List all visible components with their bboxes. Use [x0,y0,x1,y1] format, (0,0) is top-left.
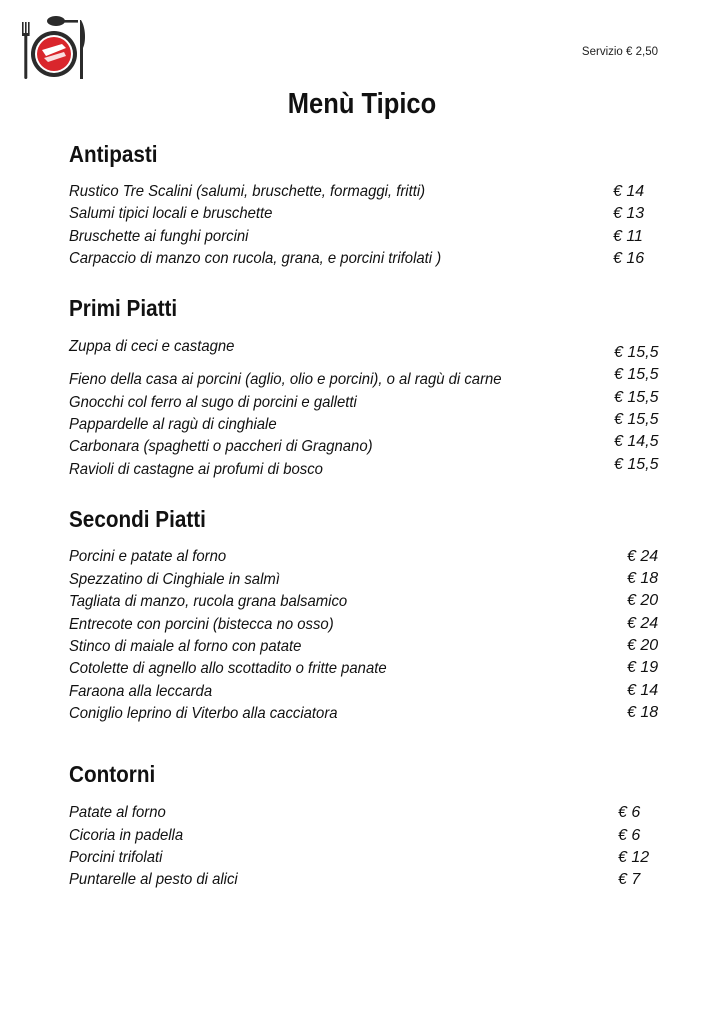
menu-item-name: Tagliata di manzo, rucola grana balsamico [69,593,348,610]
service-charge-note: Servizio € 2,50 [581,46,658,58]
menu-item-name: Cotolette di agnello allo scottadito o fritte panate [69,660,387,677]
menu-item-price: € 18 [627,704,659,721]
menu-item-price: € 7 [618,871,641,888]
menu-item-name: Porcini trifolati [69,849,163,866]
plate-fork-knife-logo-icon [18,14,90,86]
menu-item-price: € 14,5 [614,433,659,450]
menu-item-name: Salumi tipici locali e bruschette [69,205,273,222]
menu-item-price: € 20 [627,592,659,609]
menu-item-name: Carpaccio di manzo con rucola, grana, e porcini trifolati ) [69,250,442,267]
menu-item-name: Carbonara (spaghetti o paccheri di Gragnano) [69,438,373,455]
section-title-secondi-piatti: Secondi Piatti [69,506,206,532]
menu-item-name: Coniglio leprino di Viterbo alla cacciatora [69,705,338,722]
menu-item-price: € 15,5 [614,344,659,361]
menu-item-name: Zuppa di ceci e castagne [69,338,235,355]
menu-item-price: € 20 [627,637,659,654]
menu-item-price: € 14 [627,682,659,699]
menu-item-name: Cicoria in padella [69,827,184,844]
menu-item-name: Gnocchi col ferro al sugo di porcini e galletti [69,394,357,411]
menu-item-price: € 15,5 [614,366,659,383]
menu-item-price: € 6 [618,827,641,844]
menu-item-name: Ravioli di castagne ai profumi di bosco [69,461,323,478]
menu-item-name: Patate al forno [69,804,166,821]
menu-item-name: Bruschette ai funghi porcini [69,228,249,245]
menu-item-name: Stinco di maiale al forno con patate [69,638,302,655]
menu-item-price: € 15,5 [614,389,659,406]
menu-item-name: Faraona alla leccarda [69,683,213,700]
menu-item-name: Fieno della casa ai porcini (aglio, olio e porcini), o al ragù di carne [69,371,502,388]
menu-item-price: € 18 [627,570,659,587]
menu-item-price: € 13 [613,205,645,222]
menu-item-name: Entrecote con porcini (bistecca no osso) [69,616,334,633]
menu-item-name: Porcini e patate al forno [69,548,227,565]
page-title: Menù Tipico [287,88,437,120]
section-title-antipasti: Antipasti [69,141,158,167]
menu-item-price: € 11 [613,228,643,245]
section-title-contorni: Contorni [69,761,156,787]
menu-item-price: € 15,5 [614,456,659,473]
menu-item-price: € 14 [613,183,645,200]
menu-item-name: Rustico Tre Scalini (salumi, bruschette, formaggi, fritti) [69,183,426,200]
menu-item-price: € 15,5 [614,411,659,428]
section-title-primi-piatti: Primi Piatti [69,295,178,321]
menu-item-price: € 19 [627,659,659,676]
menu-item-price: € 24 [627,548,659,565]
menu-item-price: € 12 [618,849,650,866]
menu-item-name: Pappardelle al ragù di cinghiale [69,416,277,433]
menu-item-name: Puntarelle al pesto di alici [69,871,238,888]
menu-item-price: € 24 [627,615,659,632]
menu-item-price: € 6 [618,804,641,821]
menu-item-price: € 16 [613,250,645,267]
menu-item-name: Spezzatino di Cinghiale in salmì [69,571,280,588]
